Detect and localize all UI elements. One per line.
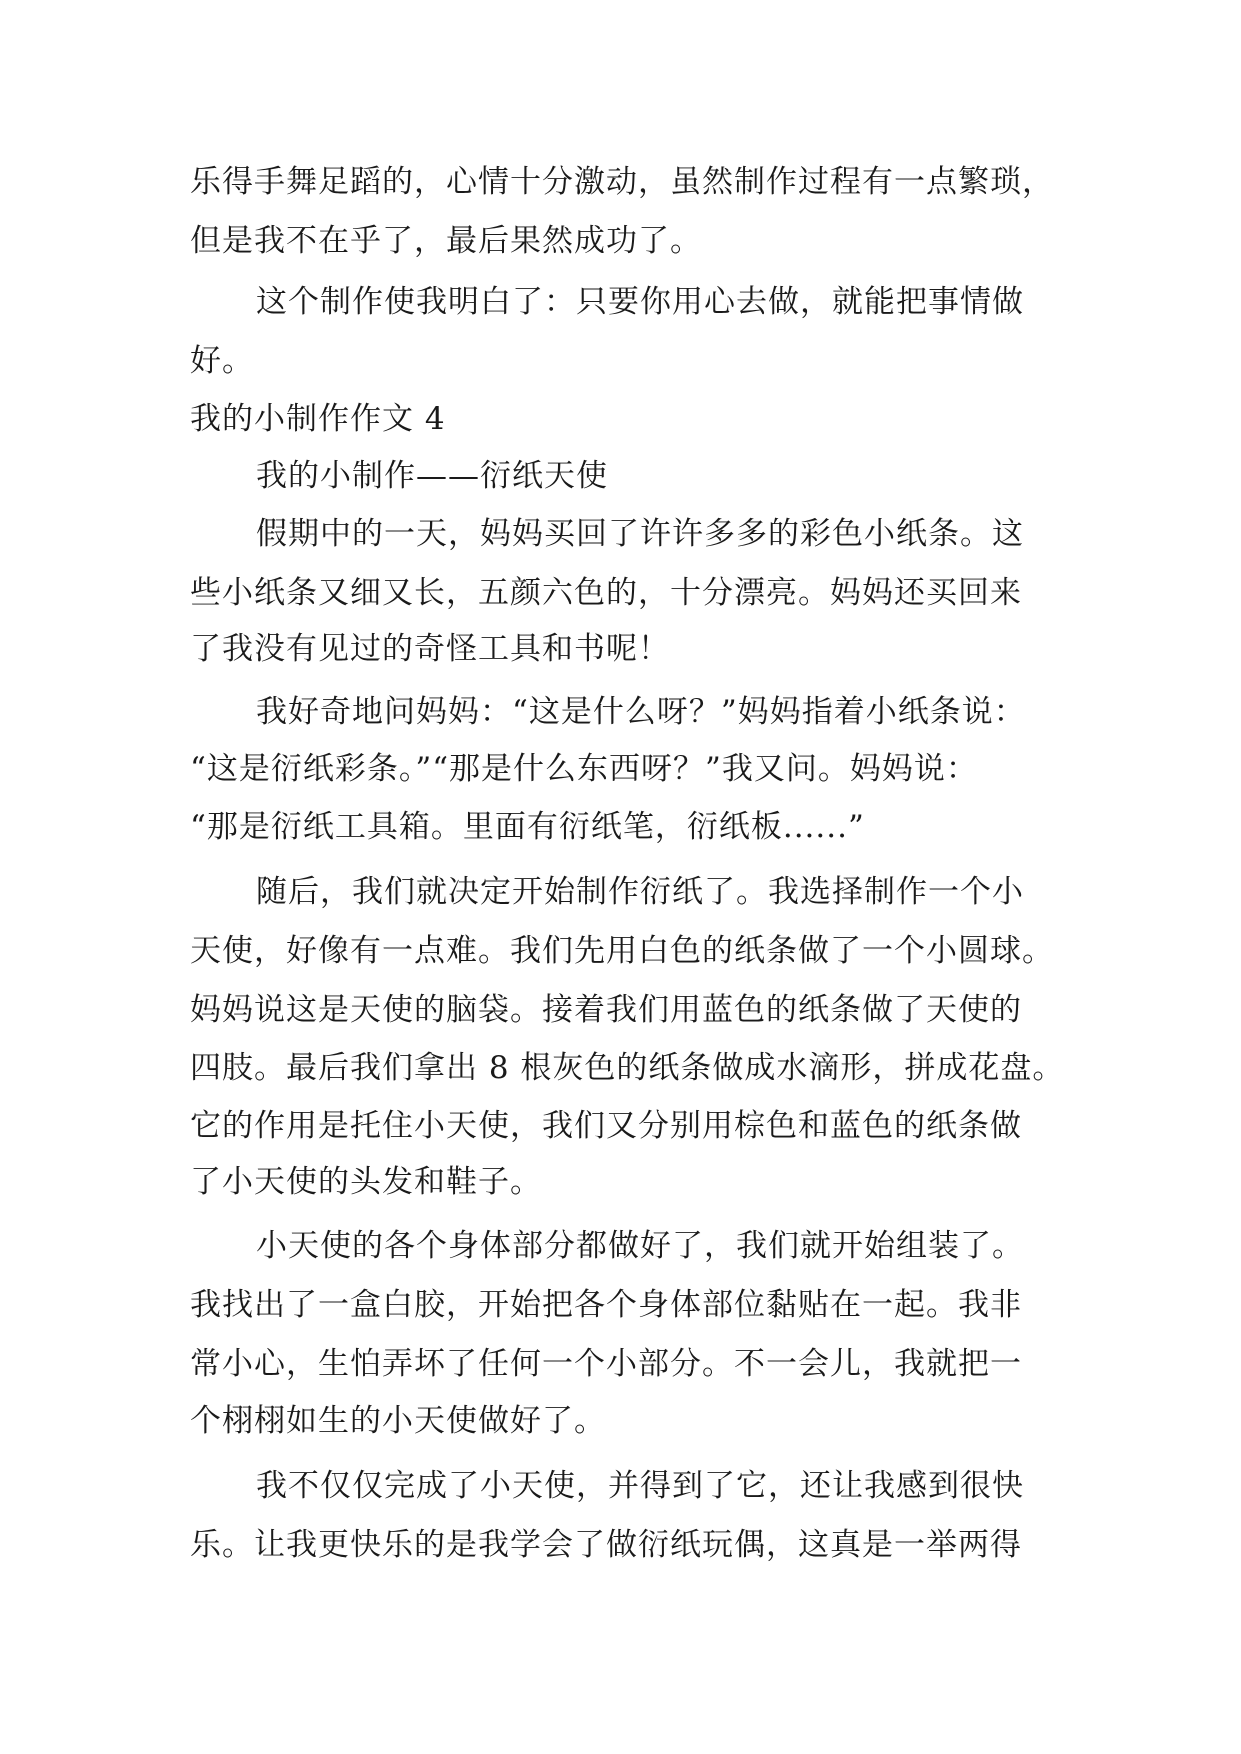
text-line: 常小心，生怕弄坏了任何一个小部分。不一会儿，我就把一: [190, 1346, 1022, 1382]
text-line: 我不仅仅完成了小天使，并得到了它，还让我感到很快: [256, 1468, 1024, 1504]
text-line: 些小纸条又细又长，五颜六色的，十分漂亮。妈妈还买回来: [190, 575, 1022, 611]
text-line: 了我没有见过的奇怪工具和书呢！: [190, 631, 670, 667]
text-line: 这个制作使我明白了：只要你用心去做，就能把事情做: [256, 284, 1024, 320]
text-line: 好。: [190, 343, 254, 379]
essay-title: 我的小制作——衍纸天使: [256, 458, 608, 494]
text-line: 四肢。最后我们拿出 8 根灰色的纸条做成水滴形，拼成花盘。: [190, 1050, 1065, 1086]
text-line: 假期中的一天，妈妈买回了许许多多的彩色小纸条。这: [256, 516, 1024, 552]
text-line: 但是我不在乎了，最后果然成功了。: [190, 223, 702, 259]
text-line: 我好奇地问妈妈：“这是什么呀？”妈妈指着小纸条说：: [256, 694, 1026, 730]
text-line: 妈妈说这是天使的脑袋。接着我们用蓝色的纸条做了天使的: [190, 992, 1022, 1028]
text-line: 乐。让我更快乐的是我学会了做衍纸玩偶，这真是一举两得: [190, 1527, 1022, 1563]
text-line: 乐得手舞足蹈的，心情十分激动，虽然制作过程有一点繁琐，: [190, 164, 1054, 200]
text-line: 了小天使的头发和鞋子。: [190, 1164, 542, 1200]
text-line: 个栩栩如生的小天使做好了。: [190, 1403, 606, 1439]
text-line: 我找出了一盒白胶，开始把各个身体部位黏贴在一起。我非: [190, 1287, 1022, 1323]
text-line: 天使，好像有一点难。我们先用白色的纸条做了一个小圆球。: [190, 933, 1054, 969]
section-heading: 我的小制作作文 4: [190, 401, 446, 437]
text-line: “这是衍纸彩条。”“那是什么东西呀？”我又问。妈妈说：: [190, 751, 978, 787]
text-line: 随后，我们就决定开始制作衍纸了。我选择制作一个小: [256, 874, 1024, 910]
text-line: “那是衍纸工具箱。里面有衍纸笔，衍纸板......”: [190, 809, 865, 845]
text-line: 它的作用是托住小天使，我们又分别用棕色和蓝色的纸条做: [190, 1108, 1022, 1144]
text-line: 小天使的各个身体部分都做好了，我们就开始组装了。: [256, 1228, 1024, 1264]
